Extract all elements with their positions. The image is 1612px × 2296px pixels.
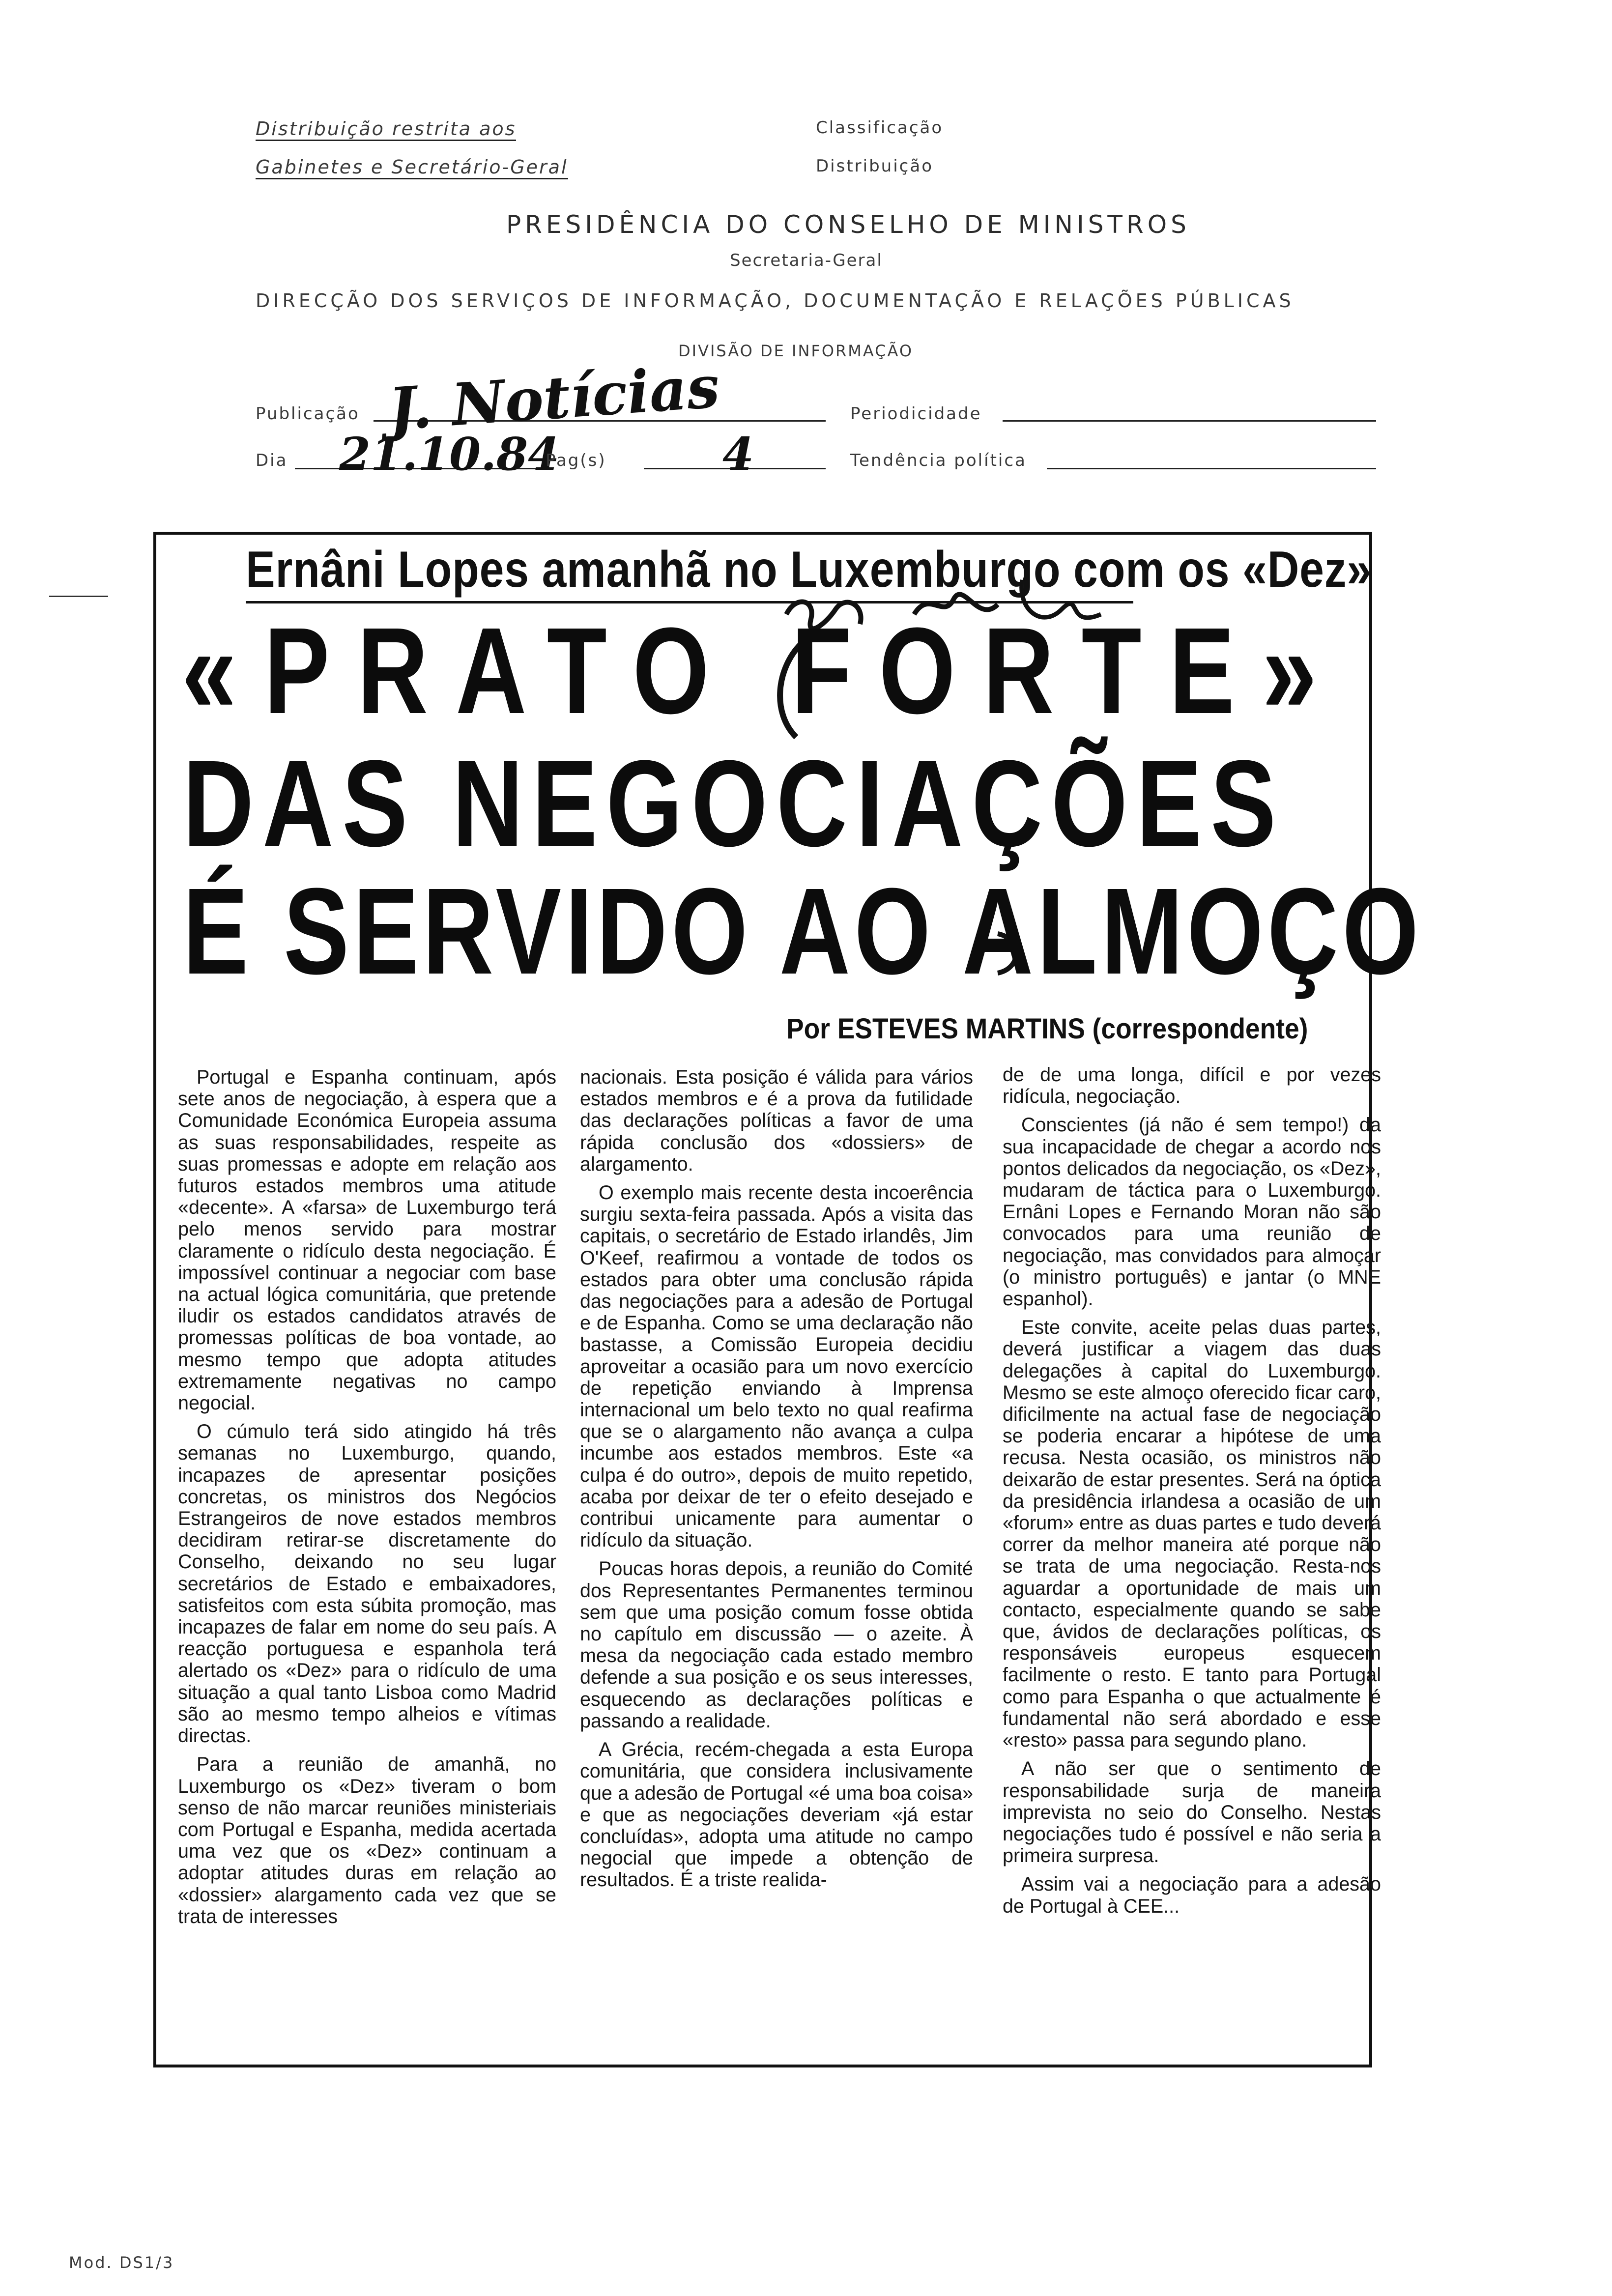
distribution-restriction-line2: Gabinetes e Secretário-Geral bbox=[256, 156, 568, 179]
paragraph: nacionais. Esta posição é válida para vários estados membros e é a prova da futilidade das declarações políticas a favor de uma rápida conclusão dos «dossiers» de alargamento. bbox=[580, 1066, 973, 1175]
paragraph: de de uma longa, difícil e por vezes ridícula, negociação. bbox=[1003, 1064, 1381, 1108]
paragraph: Conscientes (já não é sem tempo!) da sua incapacidade de chegar a acordo nos pontos delicados da negociação, os «Dez», mudaram de táctica para o Luxemburgo. Ernâni Lopes e Fernando Moran não são convocados para uma reunião de negociação, mas convidados para almoçar (o ministro português) e jantar (o MNE espanhol). bbox=[1003, 1114, 1381, 1310]
publication-label: Publicação bbox=[256, 404, 360, 424]
paragraph: A não ser que o sentimento de responsabilidade surja de maneira imprevista no seio do Conselho. Nestas negociações tudo é possível e não seria a primeira surpresa. bbox=[1003, 1758, 1381, 1867]
paragraph: Este convite, aceite pelas duas partes, deverá justificar a viagem das duas delegações à capital do Luxemburgo. Mesmo se este almoço oferecido ficar caro, dificilmente na actual fase de negociação se poderia encarar a hipótese de uma recusa. Nesta ocasião, os ministros não deixarão de estar presentes. Será na óptica da presidência irlandesa a ocasião de um «forum» entre as duas partes e tudo deverá correr da melhor maneira até porque não se trata de uma negociação. Resta-nos aguardar a oportunidade de mais um contacto, especialmente quando se sabe que, ávidos de declarações políticas, os responsáveis europeus esquecem facilmente o resto. E tanto para Portugal como para Espanha o que actualmente é fundamental não será abordado e esse «resto» passa para segundo plano. bbox=[1003, 1317, 1381, 1751]
form-code: Mod. DS1/3 bbox=[69, 2253, 174, 2272]
paragraph: Portugal e Espanha continuam, após sete anos de negociação, à espera que a Comunidade Económica Europeia assuma as suas responsabilidades, respeite as suas promessas e adopte em relação aos futuros estados membros uma atitude «decente». A «farsa» de Luxemburgo terá pelo menos servido para mostrar claramente o ridículo desta negociação. É impossível continuar a negociar com base na actual lógica comunitária, que pretende iludir os estados candidatos através de promessas políticas de boa vontade, ao mesmo tempo que adopta atitudes extremamente negativas no campo negocial. bbox=[178, 1066, 556, 1414]
day-label: Dia bbox=[256, 451, 288, 470]
distribution-restriction-line1: Distribuição restrita aos bbox=[256, 118, 516, 141]
paragraph: Para a reunião de amanhã, no Luxemburgo os «Dez» tiveram o bom senso de não marcar reuniões ministeriais com Portugal e Espanha, medida acertada uma vez que os «Dez» continuam a adoptar atitudes duras em relação ao «dossier» alargamento cada vez que se trata de interesses bbox=[178, 1753, 556, 1927]
distribution-label: Distribuição bbox=[816, 156, 934, 176]
day-handwritten: 21.10.84 bbox=[339, 428, 560, 481]
classification-label: Classificação bbox=[816, 118, 944, 138]
headline-line-2: DAS NEGOCIAÇÕES bbox=[183, 735, 1285, 872]
ministry-name: PRESIDÊNCIA DO CONSELHO DE MINISTROS bbox=[506, 210, 1190, 239]
article-column-2 bbox=[580, 1066, 973, 1898]
headline-line-3: É SERVIDO AO ALMOÇO bbox=[183, 862, 1423, 1000]
division-name: DIVISÃO DE INFORMAÇÃO bbox=[678, 342, 914, 360]
publication-handwritten: J. Notícias bbox=[386, 352, 722, 444]
directorate-name: DIRECÇÃO DOS SERVIÇOS DE INFORMAÇÃO, DOCUMENTAÇÃO E RELAÇÕES PÚBLICAS bbox=[256, 290, 1295, 312]
article-kicker: Ernâni Lopes amanhã no Luxemburgo com os «Dez» bbox=[246, 541, 1133, 603]
paragraph: O exemplo mais recente desta incoerência surgiu sexta-feira passada. Após a visita das capitais, o secretário de Estado irlandês, Jim O'Keef, reafirmou a vontade de todos os estados para obter uma conclusão rápida das negociações para a adesão de Portugal e de Espanha. Como se uma declaração não bastasse, a Comissão Europeia decidiu aproveitar a ocasião para um novo exercício de repetição enviando à Imprensa internacional um belo texto no qual reafirma que se o alargamento não avança a culpa incumbe aos estados membros. Este «a culpa é do outro», depois de muito repetido, acaba por deixar de ter o efeito desejado e contribui unicamente para aumentar o ridículo da situação. bbox=[580, 1182, 973, 1551]
paragraph: Assim vai a negociação para a adesão de Portugal à CEE... bbox=[1003, 1873, 1381, 1917]
pages-handwritten: 4 bbox=[722, 428, 754, 481]
margin-rule bbox=[49, 596, 108, 597]
paragraph: O cúmulo terá sido atingido há três semanas no Luxemburgo, quando, incapazes de apresentar posições concretas, os ministros dos Negócios Estrangeiros de nove estados membros decidiram retirar-se discretamente do Conselho, deixando no seu lugar secretários de Estado e embaixadores, satisfeitos com esta súbita promoção, mas incapazes de falar em nome do seu país. A reacção portuguesa e espanhola terá alertado os «Dez» para o ridículo de uma situação a qual tanto Lisboa como Madrid são ao mesmo tempo alheios e vítimas directas. bbox=[178, 1421, 556, 1747]
periodicity-label: Periodicidade bbox=[850, 404, 982, 424]
paragraph: A Grécia, recém-chegada a esta Europa comunitária, que considera inclusivamente que a adesão de Portugal «é uma boa coisa» e que as negociações deveriam «já estar concluídas», adopta uma atitude no campo negocial que impede a obtenção de resultados. É a triste realida- bbox=[580, 1739, 973, 1891]
headline-line-1: «PRATO FORTE» bbox=[182, 602, 1345, 739]
secretariat-name: Secretaria-Geral bbox=[730, 251, 883, 270]
article-column-1 bbox=[178, 1066, 556, 1934]
article-column-3 bbox=[1003, 1064, 1381, 1924]
periodicity-field bbox=[1003, 420, 1376, 422]
tendency-label: Tendência política bbox=[850, 451, 1027, 470]
tendency-field bbox=[1047, 468, 1376, 469]
byline: Por ESTEVES MARTINS (correspondente) bbox=[786, 1013, 1308, 1045]
paragraph: Poucas horas depois, a reunião do Comité dos Representantes Permanentes terminou sem que uma posição comum fosse obtida no capítulo em discussão — o azeite. À mesa da negociação cada estado membro defende a sua posição e os seus interesses, esquecendo as declarações políticas e passando a realidade. bbox=[580, 1558, 973, 1732]
pages-label: Pag(s) bbox=[546, 451, 606, 470]
